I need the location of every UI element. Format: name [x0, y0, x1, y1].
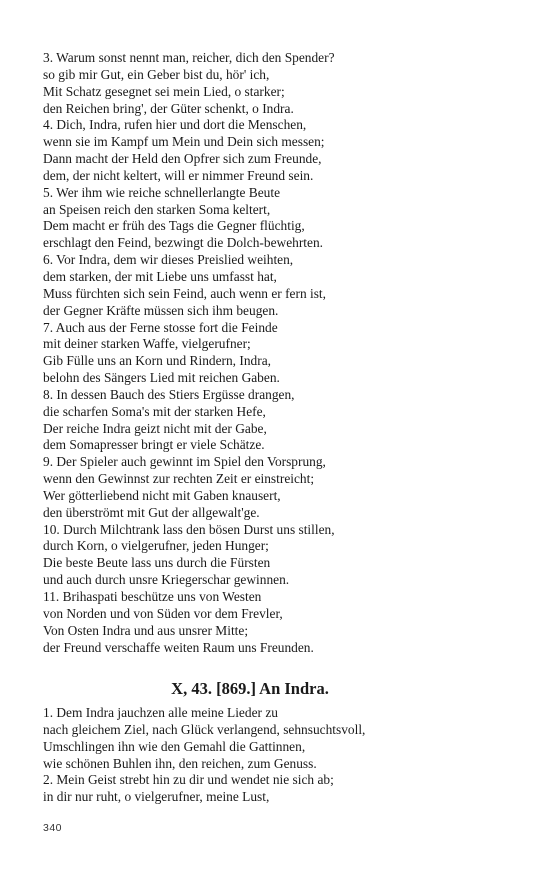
verse-block-new-hymn [43, 705, 523, 806]
verse-line: in dir nur ruht, o vielgerufner, meine Lust, [43, 789, 270, 805]
verse-line: 2. Mein Geist strebt hin zu dir und wendet nie sich ab; [43, 772, 334, 788]
verse-line: 3. Warum sonst nennt man, reicher, dich den Spender? [43, 50, 335, 65]
verse-line: die scharfen Soma's mit der starken Hefe, [43, 403, 266, 419]
verse-line: 7. Auch aus der Ferne stosse fort die Feinde [43, 319, 278, 335]
verse-line: so gib mir Gut, ein Geber bist du, hör' ich, [43, 66, 270, 82]
verse-line: wenn sie im Kampf um Mein und Dein sich messen; [43, 134, 325, 150]
verse-line: Wer götterliebend nicht mit Gaben knausert, [43, 487, 281, 503]
verse-line: 1. Dem Indra jauchzen alle meine Lieder zu [43, 705, 278, 720]
verse-line: dem starken, der mit Liebe uns umfasst hat, [43, 268, 277, 284]
verse-line: 9. Der Spieler auch gewinnt im Spiel den Vorsprung, [43, 454, 326, 470]
verse-line: 6. Vor Indra, dem wir dieses Preislied weihten, [43, 252, 294, 268]
verse-line: Von Osten Indra und aus unsrer Mitte; [43, 622, 249, 638]
verse-line: und auch durch unsre Kriegerschar gewinnen. [43, 572, 290, 588]
verse-line: durch Korn, o vielgerufner, jeden Hunger; [43, 538, 269, 554]
verse-line: nach gleichem Ziel, nach Glück verlangend, sehnsuchtsvoll, [43, 721, 366, 737]
verse-line: dem Somapresser bringt er viele Schätze. [43, 437, 265, 453]
verse-line: 8. In dessen Bauch des Stiers Ergüsse drangen, [43, 386, 295, 402]
verse-line: von Norden und von Süden vor dem Frevler, [43, 605, 283, 621]
verse-line: 10. Durch Milchtrank lass den bösen Durst uns stillen, [43, 521, 335, 537]
verse-line: 4. Dich, Indra, rufen hier und dort die Menschen, [43, 117, 307, 133]
verse-line: mit deiner starken Waffe, vielgerufner; [43, 336, 251, 352]
verse-block-continued [43, 50, 523, 656]
verse-line: Der reiche Indra geizt nicht mit der Gabe, [43, 420, 267, 436]
verse-line: erschlagt den Feind, bezwingt die Dolch-bewehrten. [43, 235, 323, 251]
verse-line: an Speisen reich den starken Soma keltert, [43, 201, 271, 217]
verse-line: den Reichen bring', der Güter schenkt, o Indra. [43, 100, 294, 116]
verse-line: Dem macht er früh des Tags die Gegner flüchtig, [43, 218, 305, 234]
verse-line: den überströmt mit Gut der allgewalt'ge. [43, 504, 260, 520]
verse-line: Die beste Beute lass uns durch die Fürsten [43, 555, 271, 571]
verse-line: 11. Brihaspati beschütze uns von Westen [43, 589, 262, 604]
verse-line: der Freund verschaffe weiten Raum uns Freunden. [43, 639, 314, 655]
verse-line: belohn des Sängers Lied mit reichen Gaben. [43, 370, 280, 386]
verse-line: der Gegner Kräfte müssen sich ihm beugen. [43, 302, 279, 318]
verse-line: Gib Fülle uns an Korn und Rindern, Indra, [43, 353, 271, 369]
hymn-heading: X, 43. [869.] An Indra. [171, 679, 329, 698]
verse-line: wie schönen Buhlen ihn, den reichen, zum Genuss. [43, 755, 317, 771]
verse-line: wenn den Gewinnst zur rechten Zeit er einstreicht; [43, 471, 315, 487]
verse-line: dem, der nicht keltert, will er nimmer Freund sein. [43, 167, 314, 183]
page-number: 340 [43, 822, 63, 834]
verse-line: 5. Wer ihm wie reiche schnellerlangte Beute [43, 184, 281, 200]
verse-line: Mit Schatz gesegnet sei mein Lied, o starker; [43, 83, 285, 99]
verse-line: Dann macht der Held den Opfrer sich zum Freunde, [43, 151, 322, 167]
verse-line: Muss fürchten sich sein Feind, auch wenn er fern ist, [43, 285, 326, 301]
verse-line: Umschlingen ihn wie den Gemahl die Gattinnen, [43, 738, 306, 754]
